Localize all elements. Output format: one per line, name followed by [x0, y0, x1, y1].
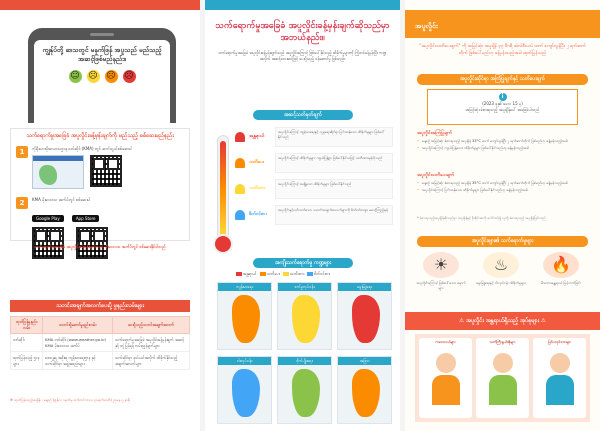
impact-item: [415, 252, 467, 291]
level-row: [235, 126, 393, 147]
impact-icon: ♨: [483, 252, 519, 278]
website-qr-code-icon[interactable]: [90, 155, 122, 187]
app-store-badge[interactable]: App Store: [72, 215, 100, 222]
table-col-header: သတင်းပို့ဆောင်မှုနည်းလမ်း: [43, 317, 113, 334]
korea-map-icon: [292, 295, 320, 343]
level-description: အပူလှိုင်းနှင့်ပတ်သက်သော သတင်းအချက်အလက်များကို စိတ်ဝင်စားစွာ စောင့်ကြည့်ရန်: [275, 205, 393, 225]
legend-label: သတိထား: [289, 271, 305, 276]
table-cell: ဒေသန္တရ အစိုးရ၊ ကျန်းမာရေးဌာန နှင့် သက်ဆိုင်ရာ အဖွဲ့အစည်းများ: [43, 352, 113, 370]
legend-item: [257, 271, 280, 276]
sector-map: [277, 356, 332, 424]
right-panel: [405, 0, 600, 431]
advisory-bullets: [417, 139, 588, 154]
vulnerable-group-card: [476, 338, 529, 418]
page-title: သက်ရောက်မှုအခြေခံ အပူလှိုင်းခန့်မှန်းချက်ဆိုသည်မှာ အဘယ်နည်း။: [215, 21, 390, 44]
table-cell: သက်ရောက်မှုအခြေခံ အပူလှိုင်းခန့်မှန်းချက် အဆင့် နှင့် တုံ့ပြန်ရန် လမ်းညွှန်ချက်များ: [113, 334, 190, 352]
person-head-icon: [550, 353, 570, 373]
criteria-date: (2023 ခုနှစ် မေလ 15 မှ): [482, 101, 523, 106]
sector-map-label: မွေးမြူရေး: [338, 283, 391, 291]
person-head-icon: [436, 353, 456, 373]
sector-map-label: စက်မှုလုပ်ငန်း: [278, 283, 331, 291]
heatwave-definition: "အပူလှိုင်းသတိပေးချက်" ကို အမြင့်ဆုံး အပူချိန် ၃၃ ဒီဂရီ ဆဲလ်စီးယပ် ထက် ကျော်လွန်ပြီး ၂ ရက်ဆက်တိုက် ဖြစ်ပေါ်မည်ဟု ခန့်မှန်းသည့်အခါ ထုတ်ပြန်သည်: [419, 44, 586, 56]
face-rating-icon: ☺: [70, 71, 80, 82]
survey-title: ကျွန်ုပ်တို့ ဒေသတွင် မနက်ဖြန် အပူသည် မည်သည့်အဆင့်ဖြစ်မည်နည်း။: [42, 46, 162, 64]
phone-illustration: [28, 28, 176, 123]
face-rating-icon: ☹: [124, 71, 134, 82]
intro-text: သက်ရောက်မှုအခြေခံ အပူလှိုင်းခန့်မှန်းချက်သည် အပူလှိုင်းကြောင့် ဖြစ်ပေါ်နိုင်သည့် ထိခိုက်မှုများကို ကြိုတင်ခန့်မှန်းပြီး ကဏ္ဍအလိုက် အဆင့်လေးဆင့်ဖြင့် ပေးပို့သည့် ဝန်ဆောင်မှု ဖြစ်သည်။: [218, 50, 387, 61]
legend-label: စိတ်ဝင်စား: [314, 271, 330, 276]
level-name: သတိပေး: [249, 159, 264, 165]
level-description: အပူလှိုင်းကြောင့် ထိခိုက်မှုများ ကျယ်ပြန့်စွာ ဖြစ်ပေါ်နိုင်သဖြင့် သတိထားရန်လိုသည်: [275, 153, 393, 173]
sector-map: [277, 282, 332, 350]
info-table-heading: သတင်းအချက်အလက်ပေးပို့ မှုနည်းလမ်းများ: [10, 300, 190, 312]
table-cell: ဝဘ်ဆိုဒ်: [11, 334, 43, 352]
legend-item: [304, 271, 330, 276]
sector-map: [337, 356, 392, 424]
table-row: [11, 334, 190, 352]
person-head-icon: [493, 353, 513, 373]
table-row: [11, 352, 190, 370]
thermometer-bulb: [213, 234, 233, 254]
group-label: ကလေးငယ်များ: [435, 340, 456, 344]
step-1-content: [32, 146, 184, 189]
table-cell: ထုတ်ပြန်သည့် ဌာနများ: [11, 352, 43, 370]
korea-map-icon: [352, 369, 380, 417]
sector-map-label: ကျန်းမာရေး: [218, 283, 271, 291]
vulnerable-groups-illustration: [415, 334, 590, 422]
vulnerable-group-card: [533, 338, 586, 418]
level-row: [235, 178, 393, 199]
criteria-heading: အပူလှိုင်းဆိုင်ရာ အကြံပြုချက်နှင့် သတိပေးချက်: [417, 74, 588, 85]
level-description: အပူလှိုင်းကြောင့် ကျန်းမာရေးနှင့် လူမှုရေးဆိုင်ရာ ပြင်းထန်သော ထိခိုက်မှုများ ဖြစ်ပေါ်နိုင်သည်: [275, 127, 393, 147]
face-rating-row: [38, 70, 166, 83]
table-cell: KMA ဝဘ်ဆိုဒ် (www.weather.go.kr) KMA မိုးလေဝသ အက်ပ်: [43, 334, 113, 352]
group-label: သက်ကြီးရွယ်အိုများ: [489, 340, 516, 344]
group-label: ပြင်ပလုပ်သားများ: [548, 340, 571, 344]
phone-screen: [34, 40, 170, 123]
impact-icon: 🔥: [543, 252, 579, 278]
legend-item: [280, 271, 304, 276]
step-1-visuals: [32, 155, 184, 189]
info-icon: i: [499, 93, 507, 101]
warning-bullets: [417, 181, 588, 196]
level-name: အန္တရာယ်: [249, 133, 265, 139]
legend-label: သတိပေး: [266, 271, 280, 276]
impacts-heading: အပူလှိုင်းများ၏ သက်ရောက်မှုများ: [417, 236, 588, 247]
feels-like-note: * ခံစားရသည့်အပူချိန်ဆိုသည်မှာ အပူချိန်နှင့် စိုထိုင်းဆကို ပေါင်းစပ်၍ လူတို့ ခံစားရသည့် အပူချိန်ဖြစ်သည်: [417, 216, 546, 220]
table-cell: သက်ဆိုင်ရာ နယ်ပယ်အလိုက် ထိခိုက်နိုင်သည့် အချက်အလက်များ: [113, 352, 190, 370]
person-body-icon: [546, 375, 574, 405]
table-col-header: ထုတ်ပြန်မှုနည်းလမ်း: [11, 317, 43, 334]
face-rating-icon: ☹: [106, 71, 116, 82]
middle-panel: [205, 0, 400, 431]
store-badges: [32, 205, 184, 224]
list-item: • နေ့စဉ် အမြင့်ဆုံး ခံစားရသည့် အပူချိန် 33°C ထက် ကျော်လွန်ပြီး ၂ ရက်ဆက်တိုက် ဖြစ်မည်ဟု ခန့်မှန်းသည့်အခါ: [417, 139, 588, 144]
panel-top-bar: [0, 0, 200, 10]
legend-swatch: [307, 272, 313, 276]
korea-map-icon: [232, 369, 260, 417]
step-1-row: [11, 142, 189, 193]
sectors-heading: အကျိုးသက်ရောက်မှု ကဏ္ဍများ: [253, 258, 353, 268]
website-screenshot: [32, 155, 84, 189]
korea-map-icon: [232, 295, 260, 343]
table-header-row: [11, 317, 190, 334]
siren-icon: [235, 158, 245, 168]
vulnerable-groups-banner: ⚠ အပူလှိုင်း အန္တရာယ်ရှိသည့် အုပ်စုများ ⚠: [405, 312, 600, 330]
step-2-text: KMA မိုးလေဝသ အက်ပ်တွင် စစ်ဆေးပါ: [32, 197, 91, 203]
list-item: • အပူလှိုင်းကြောင့် ပြင်းထန်သော ထိခိုက်မှုများ ဖြစ်ပေါ်နိုင်သည်ဟု ခန့်မှန်းသည့်အခါ: [417, 188, 588, 193]
step-2-content: [32, 197, 184, 259]
step-1-text: ကိုရီးယားမိုးလေဝသဌာန ဝဘ်ဆိုဒ် (KMA) တွင် ဆက်သွယ်စစ်ဆေးပါ: [32, 146, 133, 152]
phone-speaker: [90, 33, 114, 36]
korea-map-icon: [292, 369, 320, 417]
korea-map-icon: [352, 295, 380, 343]
level-row: [235, 204, 393, 225]
sector-map-label: အခြား: [338, 357, 391, 365]
how-to-title: သက်ရောက်မှုအခြေခံ အပူလှိုင်းခန့်မှန်းချက်ကို မည်သည့် စစ်ဆေးမည်နည်း: [26, 133, 174, 139]
sector-map-label: စိုက်ပျိုးရေး: [278, 357, 331, 365]
google-play-badge[interactable]: Google Play: [32, 215, 64, 222]
impact-text: အပူလှိုင်းကြောင့် ဖြစ်ပေါ်သော ရောဂါများ: [416, 281, 466, 291]
step-2-row: [11, 193, 189, 263]
level-row: [235, 152, 393, 173]
panel-top-bar: [205, 0, 400, 10]
warning-title: အပူလှိုင်းသတိပေးချက်: [417, 173, 455, 178]
step-2-number: 2: [16, 197, 28, 209]
release-time-footnote: ※ ထုတ်ပြန်သည့်အချိန် : နေ့စဉ် (ဇွန်လ ၁ရက်မှ စက်တင်ဘာလ ၃၀ရက်အထိ) ညနေ ၅ နာရီ: [10, 398, 130, 402]
impact-text: မီးဘေးအန္တရာယ် မြင့်တက်ခြင်း: [541, 281, 581, 285]
legend-swatch: [260, 272, 266, 276]
impact-item: [535, 252, 587, 286]
face-rating-icon: ☹: [88, 71, 98, 82]
impact-text: မွေးမြူရေးနှင့် ငါးလုပ်ငန်း ထိခိုက်မှုများ: [476, 281, 526, 285]
criteria-text: အမြင့်ဆုံး ခံစားရသည့် အပူချိန်ပေါ် အခြေခံပါသည်: [465, 107, 540, 112]
siren-icon: [235, 184, 245, 194]
info-delivery-table: [10, 316, 190, 370]
thermometer-icon: [217, 135, 229, 241]
level-legend: [233, 271, 330, 277]
heatwave-heading: အပူလှိုင်း: [405, 10, 600, 38]
step-1-number: 1: [16, 146, 28, 158]
legend-item: [233, 271, 257, 276]
impact-item: [475, 252, 527, 286]
sector-map-label: ငါးလုပ်ငန်း: [218, 357, 271, 365]
person-body-icon: [432, 375, 460, 405]
step-note: သက်ရောက်မှုအခြေခံ အပူလှိုင်းခန့်မှန်းချက်သည် မိုးလေဝသ အက်ပ်တွင် စစ်ဆေးနိုင်ပါသည်: [34, 244, 166, 249]
person-body-icon: [489, 375, 517, 405]
list-item: • အပူလှိုင်းကြောင့် ကျယ်ပြန့်သော ထိခိုက်မှုများ ဖြစ်ပေါ်နိုင်သည်ဟု ခန့်မှန်းသည့်အခါ: [417, 146, 588, 151]
legend-swatch: [236, 272, 242, 276]
level-name: သတိထား: [249, 185, 266, 191]
left-panel: [0, 0, 200, 431]
siren-icon: [235, 132, 245, 142]
how-to-check-box: [10, 128, 190, 241]
level-name: စိတ်ဝင်စား: [249, 211, 267, 217]
siren-icon: [235, 210, 245, 220]
sector-map: [217, 282, 272, 350]
level-description: အပူလှိုင်းကြောင့် အချို့သော ထိခိုက်မှုများ ဖြစ်ပေါ်နိုင်သည်: [275, 179, 393, 199]
sector-map: [337, 282, 392, 350]
legend-swatch: [283, 272, 289, 276]
vulnerable-group-card: [419, 338, 472, 418]
legend-label: အန္တရာယ်: [243, 271, 257, 276]
impact-icon: ☀: [423, 252, 459, 278]
list-item: • နေ့စဉ် အမြင့်ဆုံး ခံစားရသည့် အပူချိန် 35°C ထက် ကျော်လွန်ပြီး ၂ ရက်ဆက်တိုက် ဖြစ်မည်ဟု ခန့်မှန်းသည့်အခါ: [417, 181, 588, 186]
advisory-title: အပူလှိုင်းအကြံပြုချက်: [417, 131, 452, 136]
levels-heading: အဆင့်သတ်မှတ်ချက်: [253, 110, 353, 120]
table-col-header: ပေးပို့သည့်သတင်းအချက်အလက်: [113, 317, 190, 334]
criteria-box: [427, 89, 578, 125]
sector-map: [217, 356, 272, 424]
